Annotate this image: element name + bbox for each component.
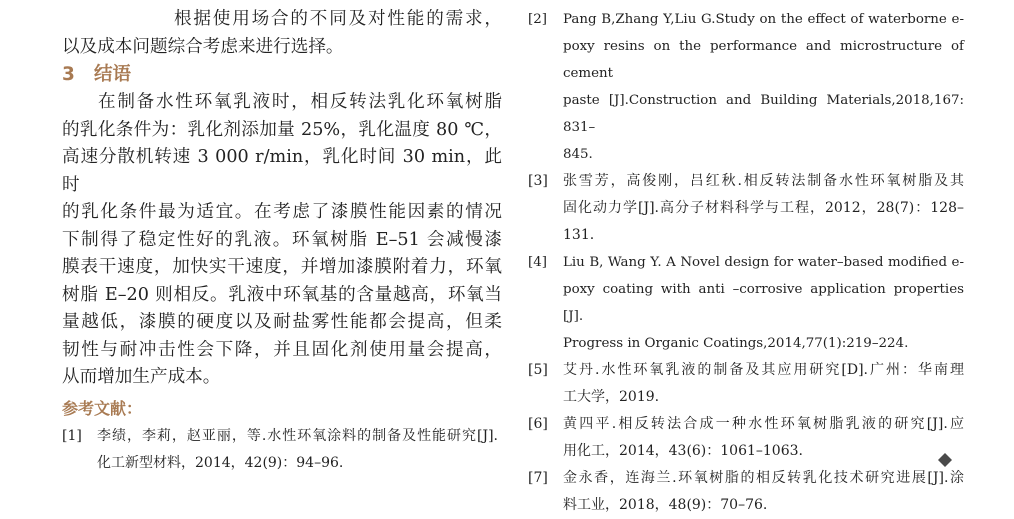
reference-number: [3] <box>528 173 548 189</box>
reference-line: 用化工，2014，43(6)：1061–1063. <box>563 443 803 459</box>
reference-line: 艾丹.水性环氧乳液的制备及其应用研究[D].广州：华南理 <box>563 362 964 378</box>
section-heading <box>62 61 502 89</box>
reference-number: [6] <box>528 416 548 432</box>
reference-line: 化工新型材料，2014，42(9)：94–96. <box>97 455 344 471</box>
reference-number: [4] <box>528 255 547 270</box>
reference-line: 金永香，连海兰.环氧树脂的相反转乳化技术研究进展[J].涂 <box>563 470 964 486</box>
reference-item <box>528 249 964 357</box>
reference-line: 工大学，2019. <box>563 389 660 405</box>
reference-number: [7] <box>528 470 548 486</box>
text-line: 膜表干速度，加快实干速度，并增加漆膜附着力，环氧 <box>62 257 502 277</box>
text-line: 树脂 E–20 则相反。乳液中环氧基的含量越高，环氧当 <box>62 284 502 305</box>
reference-number: [2] <box>528 12 547 27</box>
reference-line: Pang B,Zhang Y,Liu G.Study on the effect of waterborne e- <box>563 12 964 27</box>
section-number: 3 <box>62 64 75 85</box>
reference-line: paste [J].Construction and Building Materials,2018,167: 831– <box>563 93 964 135</box>
intro-paragraph <box>62 6 502 61</box>
text-line: 在制备水性环氧乳液时，相反转法乳化环氧树脂 <box>98 92 502 112</box>
reference-line: 李绩，李莉，赵亚丽，等.水性环氧涂料的制备及性能研究[J]. <box>97 428 498 444</box>
left-references <box>62 423 498 477</box>
reference-number: [1] <box>62 428 82 444</box>
reference-line: Liu B, Wang Y. A Novel design for water–based modified e- <box>563 255 964 270</box>
reference-item <box>528 357 964 411</box>
reference-line: 131. <box>563 227 595 243</box>
references-heading: 参考文献： <box>62 399 143 418</box>
reference-line: 固化动力学[J].高分子材料科学与工程，2012，28(7)：128– <box>563 200 964 216</box>
text-line: 下制得了稳定性好的乳液。环氧树脂 E–51 会减慢漆 <box>62 229 502 250</box>
reference-item <box>528 465 964 519</box>
reference-line: 黄四平.相反转法合成一种水性环氧树脂乳液的研究[J].应 <box>563 416 964 432</box>
text-line: 从而增加生产成本。 <box>62 367 221 387</box>
section-title: 结语 <box>94 64 132 85</box>
left-column <box>62 6 502 392</box>
reference-line: 张雪芳，高俊刚，吕红秋.相反转法制备水性环氧树脂及其 <box>563 173 964 189</box>
reference-line: 料工业，2018，48(9)：70–76. <box>563 497 768 513</box>
reference-line: Progress in Organic Coatings,2014,77(1):219–224. <box>563 336 909 351</box>
text-line: 韧性与耐冲击性会下降，并且固化剂使用量会提高， <box>62 339 502 360</box>
reference-line: poxy resins on the performance and microstructure of cement <box>563 39 964 81</box>
text-line: 的乳化条件为：乳化剂添加量 25%，乳化温度 80 ℃， <box>62 119 502 140</box>
reference-item <box>528 6 964 168</box>
right-column <box>528 6 964 519</box>
reference-item <box>528 168 964 249</box>
reference-item <box>528 411 964 465</box>
conclusion-paragraph <box>62 89 502 392</box>
text-line: 量越低，漆膜的硬度以及耐盐雾性能都会提高，但柔 <box>62 312 502 332</box>
reference-number: [5] <box>528 362 548 378</box>
reference-line: 845. <box>563 147 593 162</box>
reference-item <box>62 423 498 477</box>
reference-line: poxy coating with anti –corrosive application properties [J]. <box>563 282 964 324</box>
diamond-icon <box>938 453 952 467</box>
text-line: 根据使用场合的不同及对性能的需求， <box>174 9 502 29</box>
text-line: 的乳化条件最为适宜。在考虑了漆膜性能因素的情况 <box>62 202 502 222</box>
text-line: 高速分散机转速 3 000 r/min，乳化时间 30 min，此时 <box>62 147 502 195</box>
text-line: 以及成本问题综合考虑来进行选择。 <box>62 36 344 57</box>
